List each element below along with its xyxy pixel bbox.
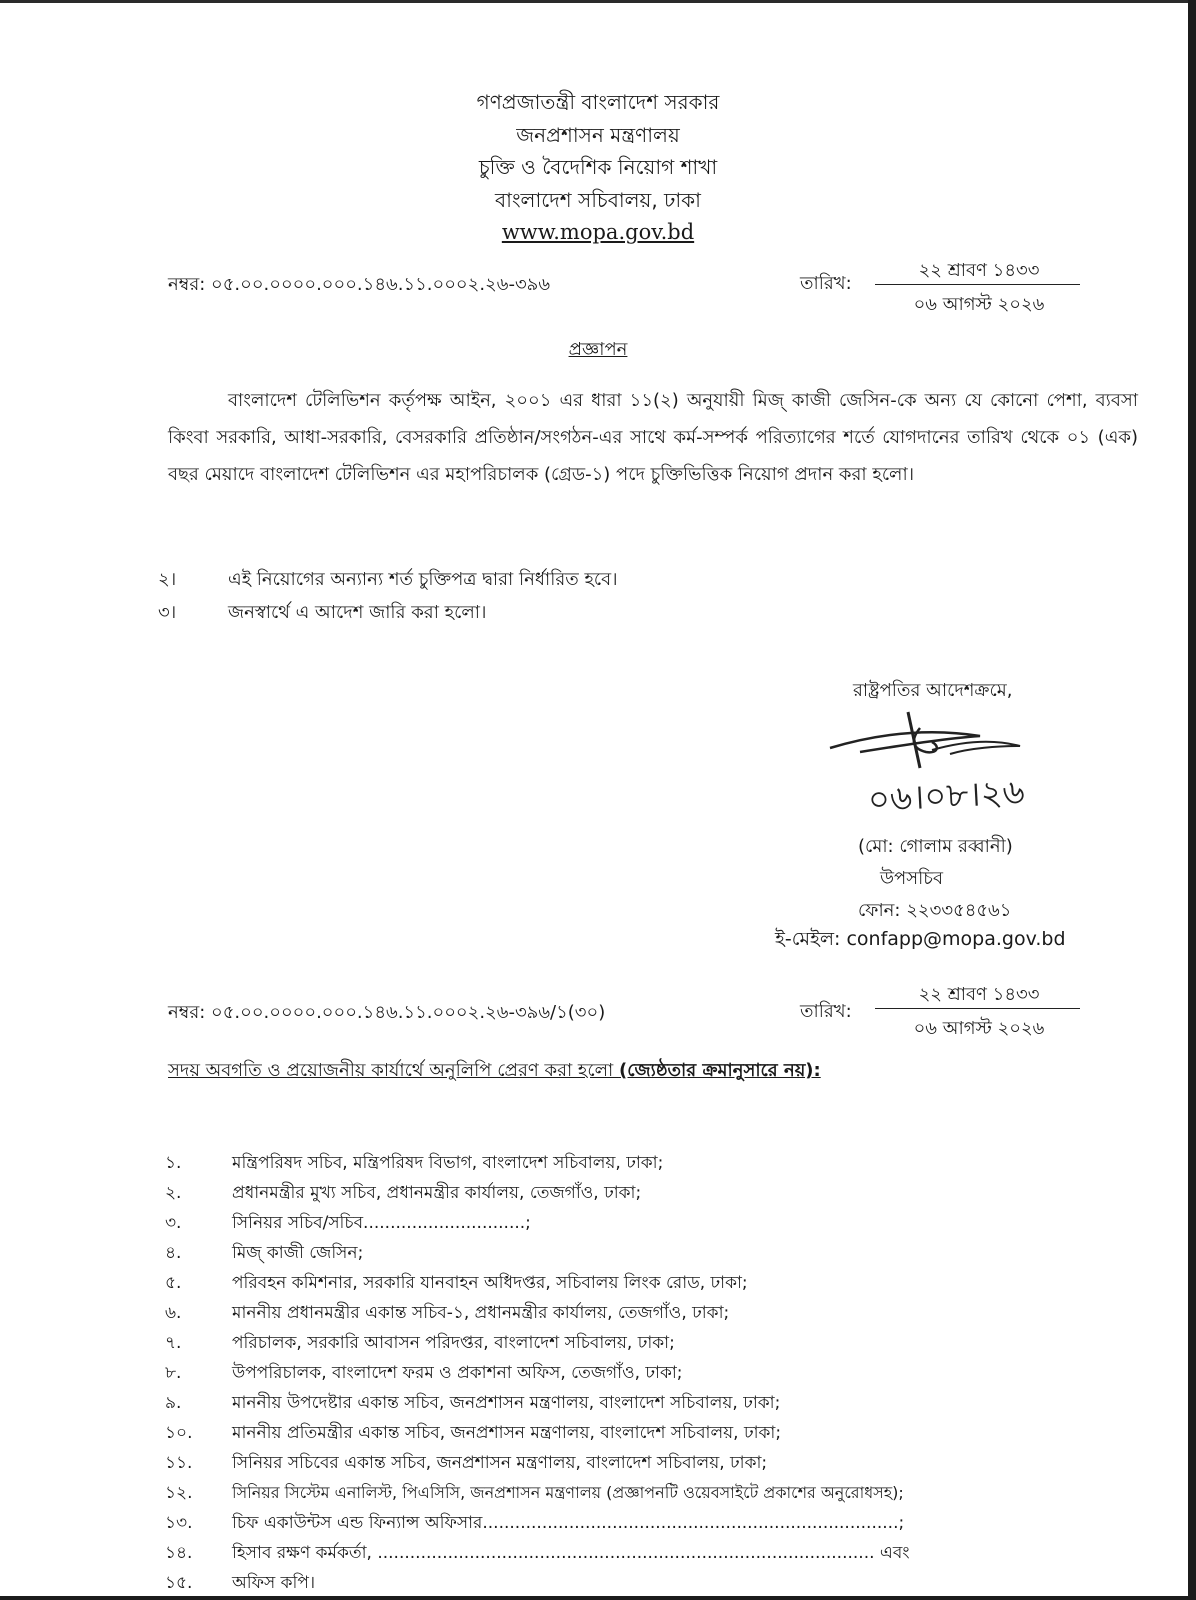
memo-number: নম্বর: ০৫.০০.০০০০.০০০.১৪৬.১১.০০০২.২৬-৩৯৬: [168, 274, 551, 295]
section-name: চুক্তি ও বৈদেশিক নিয়োগ শাখা: [478, 155, 718, 179]
scan-border-top: [0, 0, 1196, 3]
copy-heading: [168, 1056, 821, 1087]
list-item-number: ১৩.: [165, 1513, 193, 1533]
memo-number-copy: নম্বর: ০৫.০০.০০০০.০০০.১৪৬.১১.০০০২.২৬-৩৯৬/১(৩০): [168, 1002, 606, 1023]
office-address: বাংলাদেশ সচিবালয়, ঢাকা: [495, 187, 701, 212]
list-item-number: ১৫.: [165, 1573, 193, 1593]
list-item: চিফ একাউন্টস এন্ড ফিন্যান্স অফিসার.............................................................................;: [232, 1513, 905, 1533]
body-paragraph: বাংলাদেশ টেলিভিশন কর্তৃপক্ষ আইন, ২০০১ এর ধারা ১১(২) অনুযায়ী মিজ্ কাজী জেসিন-কে অন্য যে কোনো পেশা, ব্যবসা কিংবা সরকারি, আধা-সরকারি, বেসরকারি প্রতিষ্ঠান/সংগঠন-এর সাথে কর্ম-সম্পর্ক পরিত্যাগের শর্তে যোগদানের তারিখ থেকে ০১ (এক) বছর মেয়াদে বাংলাদেশ টেলিভিশন এর মহাপরিচালক (গ্রেড-১) পদে চুক্তিভিত্তিক নিয়োগ প্রদান করা হলো।: [168, 390, 1138, 485]
date-bangla: ২২ শ্রাবণ ১৪৩৩: [918, 984, 1040, 1005]
list-item: মাননীয় প্রধানমন্ত্রীর একান্ত সচিব-১, প্রধানমন্ত্রীর কার্যালয়, তেজগাঁও, ঢাকা;: [232, 1303, 730, 1323]
signatory-phone: ফোন: ২২৩৩৫৪৫৬১: [858, 900, 1012, 921]
handwritten-signature: [820, 708, 1120, 828]
list-item: উপপরিচালক, বাংলাদেশ ফরম ও প্রকাশনা অফিস, তেজগাঁও, ঢাকা;: [232, 1363, 683, 1383]
list-item-number: ১২.: [165, 1483, 193, 1503]
date-label: তারিখ:: [800, 273, 852, 294]
date-gregorian: ০৬ আগস্ট ২০২৬: [913, 294, 1045, 315]
point-number: ২।: [158, 569, 177, 590]
list-item: মন্ত্রিপরিষদ সচিব, মন্ত্রিপরিষদ বিভাগ, বাংলাদেশ সচিবালয়, ঢাকা;: [232, 1153, 664, 1173]
list-item: অফিস কপি।: [232, 1573, 316, 1593]
ministry-name: জনপ্রশাসন মন্ত্রণালয়: [516, 122, 680, 147]
list-item-number: ৮.: [165, 1363, 182, 1383]
date-label: তারিখ:: [800, 1001, 852, 1022]
date-divider: [875, 1008, 1080, 1009]
signatory-email[interactable]: ই-মেইল: confapp@mopa.gov.bd: [775, 928, 1066, 950]
list-item-number: ১৪.: [165, 1543, 193, 1563]
date-bangla: ২২ শ্রাবণ ১৪৩৩: [918, 260, 1040, 281]
memo-date-copy: [800, 980, 1080, 1040]
list-item: পরিবহন কমিশনার, সরকারি যানবাহন অধিদপ্তর, সচিবালয় লিংক রোড, ঢাকা;: [232, 1273, 748, 1293]
list-item: সিনিয়র সচিবের একান্ত সচিব, জনপ্রশাসন মন্ত্রণালয়, বাংলাদেশ সচিবালয়, ঢাকা;: [232, 1453, 768, 1473]
notice-title: প্রজ্ঞাপন: [568, 339, 628, 360]
list-item: পরিচালক, সরকারি আবাসন পরিদপ্তর, বাংলাদেশ সচিবালয়, ঢাকা;: [232, 1333, 675, 1353]
point-number: ৩।: [158, 602, 177, 623]
copy-heading-bold: (জ্যেষ্ঠতার ক্রমানুসারে নয়):: [618, 1060, 821, 1081]
memo-date: [800, 256, 1080, 316]
order-line: রাষ্ট্রপতির আদেশক্রমে,: [853, 680, 1013, 701]
list-item-number: ১০.: [165, 1423, 193, 1443]
point-text: জনস্বার্থে এ আদেশ জারি করা হলো।: [228, 602, 487, 623]
list-item-number: ৬.: [165, 1303, 182, 1323]
date-divider: [875, 284, 1080, 285]
list-item-number: ৫.: [165, 1273, 182, 1293]
list-item: মাননীয় উপদেষ্টার একান্ত সচিব, জনপ্রশাসন মন্ত্রণালয়, বাংলাদেশ সচিবালয়, ঢাকা;: [232, 1393, 781, 1413]
list-item-number: ৩.: [165, 1213, 182, 1233]
list-item-number: ৯.: [165, 1393, 182, 1413]
list-item-number: ১১.: [165, 1453, 193, 1473]
date-gregorian: ০৬ আগস্ট ২০২৬: [913, 1018, 1045, 1039]
website-link[interactable]: www.mopa.gov.bd: [501, 220, 695, 244]
signature-date: ০৬।০৮।২৬: [866, 772, 1026, 821]
list-item-number: ৪.: [165, 1243, 182, 1263]
list-item: প্রধানমন্ত্রীর মুখ্য সচিব, প্রধানমন্ত্রীর কার্যালয়, তেজগাঁও, ঢাকা;: [232, 1183, 642, 1203]
list-item: মিজ্ কাজী জেসিন;: [232, 1243, 364, 1263]
list-item: হিসাব রক্ষণ কর্মকর্তা, ............................................................................................ এবং: [232, 1543, 910, 1563]
letterhead: [0, 86, 1196, 249]
signatory-designation: উপসচিব: [880, 868, 944, 889]
list-item: সিনিয়র সচিব/সচিব..............................;: [232, 1213, 531, 1233]
list-item: সিনিয়র সিস্টেম এনালিস্ট, পিএসিসি, জনপ্রশাসন মন্ত্রণালয় (প্রজ্ঞাপনটি ওয়েবসাইটে প্রকাশের অনুরোধসহ);: [232, 1483, 904, 1502]
list-item-number: ৭.: [165, 1333, 182, 1353]
list-item-number: ২.: [165, 1183, 182, 1203]
point-text: এই নিয়োগের অন্যান্য শর্ত চুক্তিপত্র দ্বারা নির্ধারিত হবে।: [228, 569, 618, 590]
signatory-name: (মো: গোলাম রব্বানী): [858, 836, 1013, 857]
copy-heading-text: সদয় অবগতি ও প্রয়োজনীয় কার্যার্থে অনুলিপি প্রেরণ করা হলো: [168, 1060, 619, 1081]
list-item: মাননীয় প্রতিমন্ত্রীর একান্ত সচিব, জনপ্রশাসন মন্ত্রণালয়, বাংলাদেশ সচিবালয়, ঢাকা;: [232, 1423, 782, 1443]
government-name: গণপ্রজাতন্ত্রী বাংলাদেশ সরকার: [476, 90, 720, 114]
list-item-number: ১.: [165, 1153, 182, 1173]
